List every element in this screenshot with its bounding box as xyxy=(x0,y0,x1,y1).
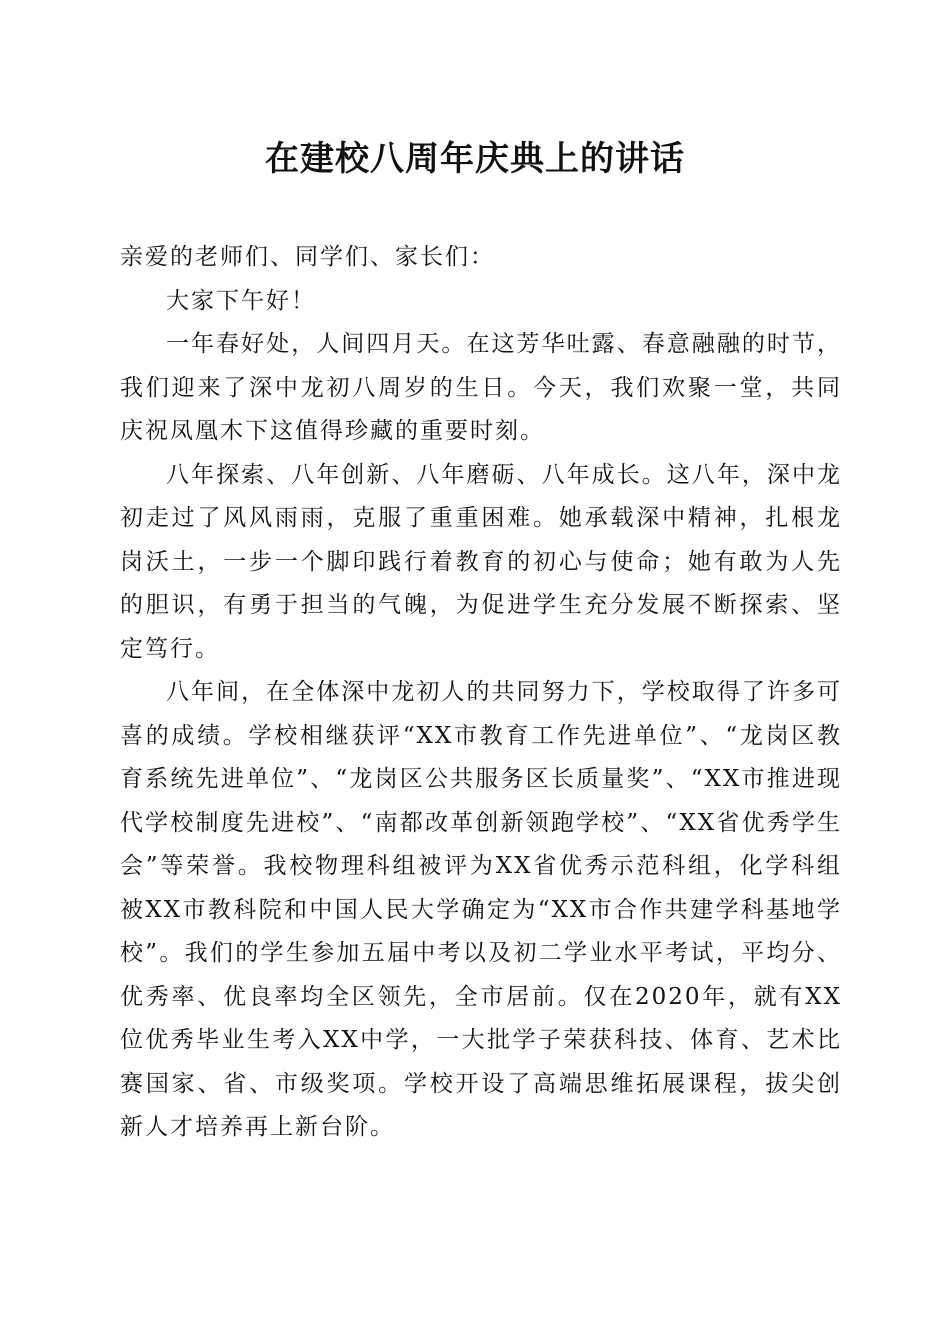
paragraph-1: 一年春好处，人间四月天。在这芳华吐露、春意融融的时节，我们迎来了深中龙初八周岁的生日。今天，我们欢聚一堂，共同庆祝凤凰木下这值得珍藏的重要时刻。 xyxy=(120,331,842,444)
document-body xyxy=(120,236,842,1150)
paragraph-2: 八年探索、八年创新、八年磨砺、八年成长。这八年，深中龙初走过了风风雨雨，克服了重重困难。她承载深中精神，扎根龙岗沃土，一步一个脚印践行着教育的初心与使命；她有敢为人先的胆识，有勇于担当的气魄，为促进学生充分发展不断探索、坚定笃行。 xyxy=(120,461,842,662)
paragraph-3: 八年间，在全体深中龙初人的共同努力下，学校取得了许多可喜的成绩。学校相继获评“XX市教育工作先进单位”、“龙岗区教育系统先进单位”、“龙岗区公共服务区长质量奖”、“XX市推进现代学校制度先进校”、“南都改革创新领跑学校”、“XX省优秀学生会”等荣誉。我校物理科组被评为XX省优秀示范科组，化学科组被XX市教科院和中国人民大学确定为“XX市合作共建学科基地学校”。我们的学生参加五届中考以及初二学业水平考试，平均分、优秀率、优良率均全区领先，全市居前。仅在2020年，就有XX位优秀毕业生考入XX中学，一大批学子荣获科技、体育、艺术比赛国家、省、市级奖项。学校开设了高端思维拓展课程，拔尖创新人才培养再上新台阶。 xyxy=(120,679,842,1140)
salutation: 亲爱的老师们、同学们、家长们： xyxy=(120,244,495,270)
greeting: 大家下午好！ xyxy=(166,287,316,314)
document-title: 在建校八周年庆典上的讲话 xyxy=(265,139,685,179)
